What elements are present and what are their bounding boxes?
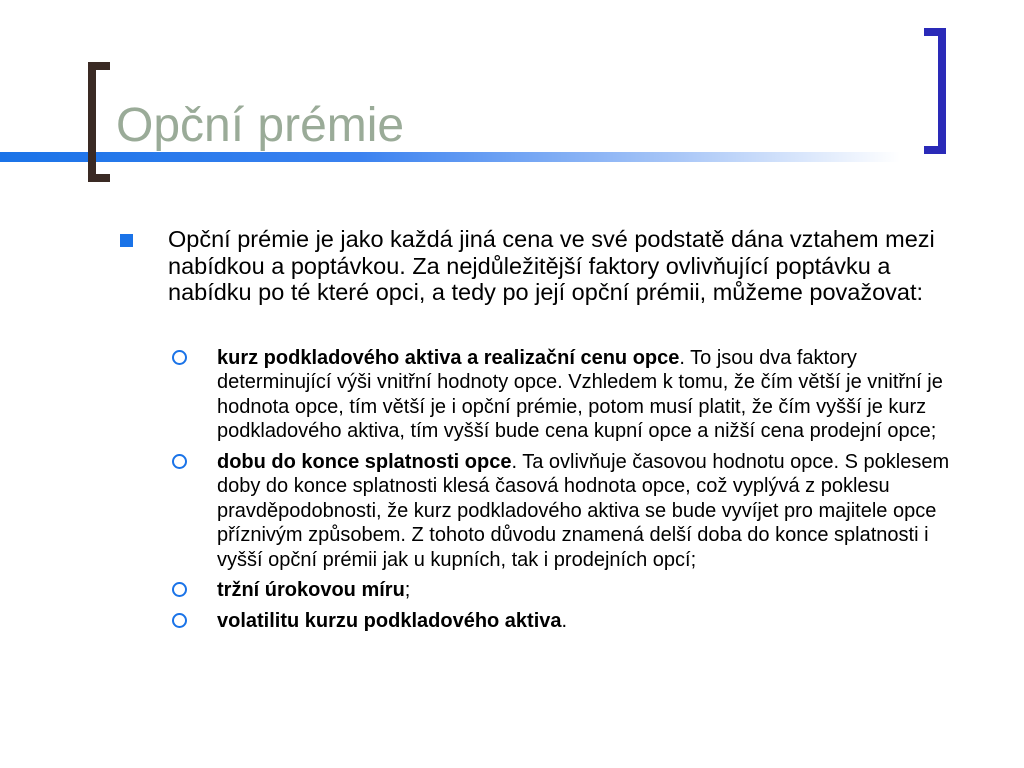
factor-bold-text: kurz podkladového aktiva a realizační cenu opce: [217, 346, 680, 369]
factor-list: [120, 346, 960, 634]
ring-bullet-icon: [172, 582, 187, 597]
title-underline-bar: [0, 152, 900, 162]
factor-text: [217, 609, 953, 634]
factor-rest-text: .: [561, 609, 568, 632]
right-bracket-decoration: [924, 28, 946, 154]
factor-item: [172, 346, 960, 444]
factor-item: [172, 450, 960, 573]
factor-rest-text: . To jsou dva faktory determinující výši vnitřní hodnoty opce. Vzhledem k tomu, že čím větší je vnitřní je hodnota opce, tím větší je i opční prémie, potom musí platit, že čím vyšší je kurz podkladového aktiva, tím vyšší bude cena kupní opce a nižší cena prodejní opce;: [217, 346, 943, 442]
ring-bullet-icon: [172, 613, 187, 628]
slide-content: [120, 226, 960, 639]
factor-text: [217, 450, 953, 573]
main-bullet-item: [120, 226, 960, 306]
ring-bullet-icon: [172, 350, 187, 365]
factor-rest-text: . Ta ovlivňuje časovou hodnotu opce. S poklesem doby do konce splatnosti klesá časová hodnota opce, což vyplývá z poklesu pravděpodobnosti, že kurz podkladového aktiva se bude vyvíjet pro majitele opce příznivým způsobem. Z tohoto důvodu znamená delší doba do konce splatnosti i vyšší opční prémii jak u kupních, tak i prodejních opcí;: [217, 450, 950, 571]
left-bracket-decoration: [88, 62, 110, 182]
factor-item: [172, 578, 960, 603]
square-bullet-icon: [120, 234, 133, 247]
factor-rest-text: ;: [404, 579, 411, 601]
ring-bullet-icon: [172, 454, 187, 469]
factor-text: [217, 578, 953, 603]
main-bullet-text: Opční prémie je jako každá jiná cena ve své podstatě dána vztahem mezi nabídkou a poptávkou. Za nejdůležitější faktory ovlivňující poptávku a nabídku po té které opci, a tedy po její opční prémii, můžeme považovat:: [168, 226, 935, 305]
factor-bold-text: volatilitu kurzu podkladového aktiva: [217, 609, 562, 632]
slide-title: Opční prémie: [116, 99, 405, 152]
factor-text: [217, 346, 953, 444]
factor-bold-text: dobu do konce splatnosti opce: [217, 450, 512, 473]
factor-bold-text: tržní úrokovou míru: [217, 579, 405, 601]
factor-item: [172, 609, 960, 634]
